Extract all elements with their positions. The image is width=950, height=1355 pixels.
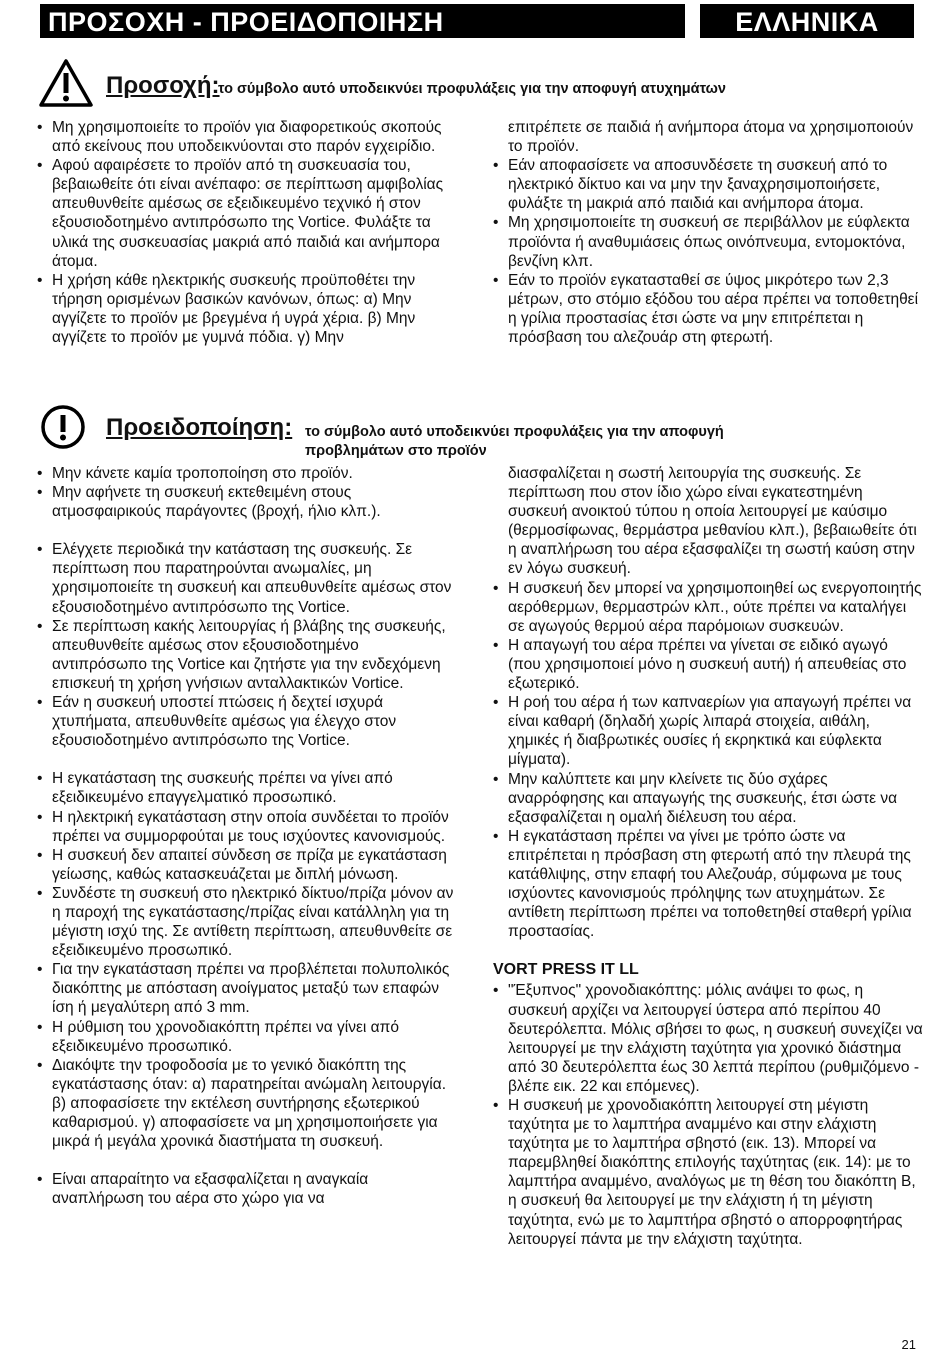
caution-title: Προσοχή: (106, 72, 220, 99)
list-item: • Μη χρησιμοποιείτε τη συσκευή σε περιβάλλον με εύφλεκτα προϊόντα ή αναθυμιάσεις όπως οινόπνευμα, εντομοκτόνα, βενζίνη κλπ. (493, 213, 923, 270)
list-item-continuation: διασφαλίζεται η σωστή λειτουργία της συσκευής. Σε περίπτωση που στον ίδιο χώρο είναι εγκατεστημένη συσκευή ανοικτού τύπου η οποία λειτουργεί με καύσιμο (θερμοσίφωνας, θερμάστρα μεθανίου κλπ.), βεβαιωθείτε ότι η αναπλήρωση του αέρα εξασφαλίζει τη σωστή καύση στην εν λόγω συσκευή. (508, 465, 917, 578)
paragraph-spacer (37, 521, 457, 540)
list-item: • Μην καλύπτετε και μην κλείνετε τις δύο σχάρες αναρρόφησης και απαγωγής της συσκευής, έτσι ώστε να εξασφαλίζεται η ομαλή διέλευση του αέρα. (493, 770, 923, 827)
list-item: • Για την εγκατάσταση πρέπει να προβλέπεται πολυπολικός διακόπτης με απόσταση ανοίγματος μεταξύ των επαφών ίση ή μεγαλύτερη από 3 mm. (37, 960, 457, 1017)
list-item: • Η συσκευή δεν απαιτεί σύνδεση σε πρίζα με εγκατάσταση γείωσης, καθώς κατασκευάζεται με διπλή μόνωση. (37, 846, 457, 884)
exclamation-circle-icon (40, 404, 86, 450)
list-item: • Ελέγχετε περιοδικά την κατάσταση της συσκευής. Σε περίπτωση που παρατηρούνται ανωμαλίες, μη χρησιμοποιείτε τη συσκευή και απευθυνθείτε αμέσως στον εξουσιοδοτημένο αντιπρόσωπο της Vortice. (37, 540, 457, 616)
warning-right-column (493, 464, 923, 1249)
list-item: • Εάν το προϊόν εγκατασταθεί σε ύψος μικρότερο των 2,3 μέτρων, στο στόμιο εξόδου του αέρα πρέπει να τοποθετηθεί η γρίλια προστασίας έτσι ώστε να μην επιτρέπεται η πρόσβαση του αλεζουάρ στη φτερωτή. (493, 271, 923, 347)
list-item: • Η ροή του αέρα ή των καπναερίων για απαγωγή πρέπει να είναι καθαρή (δηλαδή χωρίς λιπαρά στοιχεία, αιθάλη, χημικές ή διαβρωτικές ουσίες ή εκρηκτικά και εύφλεκτα μίγματα). (493, 693, 923, 769)
paragraph-spacer (37, 1151, 457, 1170)
list-item: • Σε περίπτωση κακής λειτουργίας ή βλάβης της συσκευής, απευθυνθείτε αμέσως στον εξουσιοδοτημένο αντιπρόσωπο της Vortice και ζητήστε για την ενδεχόμενη επισκευή τη χρήση γνήσιων ανταλλακτικών Vortice. (37, 617, 457, 693)
list-item: • Είναι απαραίτητο να εξασφαλίζεται η αναγκαία αναπλήρωση του αέρα στο χώρο για να (37, 1170, 457, 1208)
warning-left-column (37, 464, 457, 1208)
list-item: • Συνδέστε τη συσκευή στο ηλεκτρικό δίκτυο/πρίζα μόνον αν η παροχή της εγκατάστασης/πρίζας είναι κατάλληλη για τη μέγιστη ισχύ της. Σε αντίθετη περίπτωση, απευθυνθείτε σε εξειδικευμένο προσωπικό. (37, 884, 457, 960)
list-item: • Μην αφήνετε τη συσκευή εκτεθειμένη στους ατμοσφαιρικούς παράγοντες (βροχή, ήλιο κλπ.). (37, 483, 457, 521)
subsection-heading: VORT PRESS IT LL (493, 961, 639, 979)
list-item: • Αφού αφαιρέσετε το προϊόν από τη συσκευασία του, βεβαιωθείτε ότι είναι ανέπαφο: σε περίπτωση αμφιβολίας απευθυνθείτε αμέσως σε εξειδικευμένο τεχνικό ή στον εξουσιοδοτημένο αντιπρόσωπο της Vortice. Φυλάξτε τα υλικά της συσκευασίας μακριά από παιδιά και ανήμπορα άτομα. (37, 156, 457, 271)
warning-triangle-icon (38, 58, 94, 108)
list-item: • Η συσκευή με χρονοδιακόπτη λειτουργεί στη μέγιστη ταχύτητα με το λαμπτήρα αναμμένο και στην ελάχιστη ταχύτητα με το λαμπτήρα σβηστό (εικ. 13). Μπορεί να παρεμβληθεί διακόπτης επιλογής ταχύτητας (εικ. 14): με το λαμπτήρα αναμμένο, αναλόγως με τη θέση του διακόπτη B, η συσκευή θα λειτουργεί με την ελάχιστη ή τη μέγιστη ταχύτητα, ενώ με το λαμπτήρα σβηστό ο απορροφητήρας λειτουργεί πάντα με την ελάχιστη ταχύτητα. (493, 1096, 923, 1249)
language-label-bar: ΕΛΛΗΝΙΚΑ (700, 4, 914, 38)
caution-subtitle: το σύμβολο αυτό υποδεικνύει προφυλάξεις για την αποφυγή ατυχημάτων (218, 81, 726, 97)
list-item: • Εάν αποφασίσετε να αποσυνδέσετε τη συσκευή από το ηλεκτρικό δίκτυο και να μην την ξαναχρησιμοποιήσετε, φυλάξτε τη μακριά από παιδιά και ανήμπορα άτομα. (493, 156, 923, 213)
paragraph-spacer (37, 750, 457, 769)
list-item: • Εάν η συσκευή υποστεί πτώσεις ή δεχτεί ισχυρά χτυπήματα, απευθυνθείτε αμέσως για έλεγχο στον εξουσιοδοτημένο αντιπρόσωπο της Vortice. (37, 693, 457, 750)
list-item: • Η απαγωγή του αέρα πρέπει να γίνεται σε ειδικό αγωγό (που χρησιμοποιεί μόνο η συσκευή αυτή) ή απευθείας στο εξωτερικό. (493, 636, 923, 693)
warning-subtitle: το σύμβολο αυτό υποδεικνύει προφυλάξεις για την αποφυγή προβλημάτων στο προϊόν (305, 424, 724, 459)
caution-right-column (493, 118, 923, 347)
list-item-continuation: επιτρέπετε σε παιδιά ή ανήμπορα άτομα να χρησιμοποιούν το προϊόν. (508, 119, 914, 156)
list-item: • Η συσκευή δεν μπορεί να χρησιμοποιηθεί ως ενεργοποιητής αερόθερμων, θερμαστρών κλπ., ούτε πρέπει να καταλήγει σε αγωγούς θερμού αέρα παρόμοιων συσκευών. (493, 579, 923, 636)
list-item: • Η χρήση κάθε ηλεκτρικής συσκευής προϋποθέτει την τήρηση ορισμένων βασικών κανόνων, όπως: α) Μην αγγίζετε το προϊόν με βρεγμένα ή υγρά χέρια. β) Μην αγγίζετε το προϊόν με γυμνά πόδια. γ) Μην (37, 271, 457, 347)
paragraph-spacer (493, 941, 923, 960)
list-item: • Διακόψτε την τροφοδοσία με το γενικό διακόπτη της εγκατάστασης όταν: α) παρατηρείται ανώμαλη λειτουργία. β) αποφασίσετε την εκτέλεση συντήρησης εξωτερικού καθαρισμού. γ) αποφασίσετε να μη χρησιμοποιήσετε για μικρά ή μεγάλα χρονικά διαστήματα τη συσκευή. (37, 1056, 457, 1151)
list-item: • Η εγκατάσταση της συσκευής πρέπει να γίνει από εξειδικευμένο επαγγελματικό προσωπικό. (37, 769, 457, 807)
list-item: • "Έξυπνος" χρονοδιακόπτης: μόλις ανάψει το φως, η συσκευή αρχίζει να λειτουργεί ύστερα από περίπου 40 δευτερόλεπτα. Μόλις σβήσει το φως, η συσκευή συνεχίζει να λειτουργεί με την ελάχιστη ταχύτητα για χρονικό διάστημα από 30 δευτερόλεπτα έως 30 λεπτά περίπου (ρυθμιζόμενο - βλέπε εικ. 22 και επόμενες). (493, 981, 923, 1096)
warning-title: Προειδοποίηση: (106, 414, 293, 441)
page-number: 21 (901, 1337, 916, 1352)
list-item: • Η ηλεκτρική εγκατάσταση στην οποία συνδέεται το προϊόν πρέπει να συμμορφούται με τους ισχύοντες κανονισμούς. (37, 808, 457, 846)
caution-left-column (37, 118, 457, 347)
list-item: • Μην κάνετε καμία τροποποίηση στο προϊόν. (37, 464, 457, 483)
header-title-bar: ΠΡΟΣΟΧΗ - ΠΡΟΕΙΔΟΠΟΙΗΣΗ (40, 4, 685, 38)
list-item: • Μη χρησιμοποιείτε το προϊόν για διαφορετικούς σκοπούς από εκείνους που υποδεικνύονται στο παρόν εγχειρίδιο. (37, 118, 457, 156)
list-item: • Η εγκατάσταση πρέπει να γίνει με τρόπο ώστε να επιτρέπεται η πρόσβαση στη φτερωτή από την πλευρά της κατάθλιψης, στην επαφή του Αλεζουάρ, σύμφωνα με τους ισχύοντες κανονισμούς πρόληψης των ατυχημάτων. Σε αντίθετη περίπτωση πρέπει να τοποθετηθεί σταθερή γρίλια προστασίας. (493, 827, 923, 942)
list-item: • Η ρύθμιση του χρονοδιακόπτη πρέπει να γίνει από εξειδικευμένο προσωπικό. (37, 1018, 457, 1056)
